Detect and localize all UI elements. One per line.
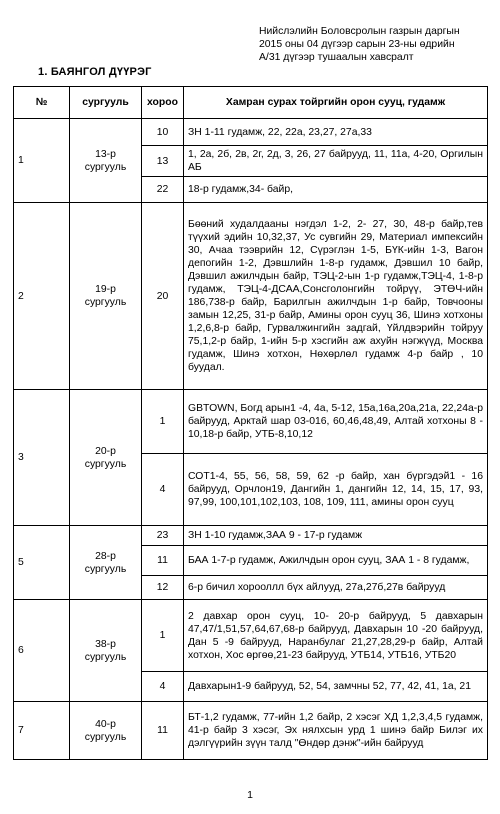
khoroo-number: 1 (142, 390, 184, 454)
school-zone-table (13, 86, 488, 760)
address-list: 6-р бичил хорооллл бүх айлууд, 27а,27б,27в байрууд (184, 576, 488, 600)
row-number: 7 (14, 702, 70, 760)
address-list: БТ-1,2 гудамж, 77-ийн 1,2 байр, 2 хэсэг ХД 1,2,3,4,5 гудамж, 41-р байр 3 хэсэг, Эх нялхсын урд 1 шинэ байр Билэг их дэлгүүрийн зүүн талд "Өндөр дэнж"-ийн байрууд (184, 702, 488, 760)
address-list: GBTOWN, Богд арын1 -4, 4а, 5-12, 15а,16а,20а,21а, 22,24а-р байрууд, Арктай шар 03-016, 60,46,48,49, Алтай хотхоны 8 - 10,18-р байр, УТБ-8,10,12 (184, 390, 488, 454)
district-section-title: 1. БАЯНГОЛ ДҮҮРЭГ (38, 66, 152, 78)
table-row (14, 390, 488, 454)
khoroo-number: 4 (142, 454, 184, 526)
address-list: ЗН 1-10 гудамж,ЗАА 9 - 17-р гудамж (184, 526, 488, 546)
address-list: Давхарын1-9 байрууд, 52, 54, замчны 52, 77, 42, 41, 1а, 21 (184, 672, 488, 702)
table-row (14, 203, 488, 390)
school-name: 13-р сургууль (70, 119, 142, 203)
column-header-number: № (14, 87, 70, 119)
school-name: 28-р сургууль (70, 526, 142, 600)
khoroo-number: 20 (142, 203, 184, 390)
header-note-line-3: А/31 дүгээр тушаалын хавсралт (259, 52, 414, 63)
address-list: 1, 2а, 2б, 2в, 2г, 2д, 3, 26, 27 байрууд, 11, 11а, 4-20, Оргилын АБ (184, 146, 488, 177)
row-number: 2 (14, 203, 70, 390)
khoroo-number: 10 (142, 119, 184, 146)
column-header-school: сургууль (70, 87, 142, 119)
table-header-row (14, 87, 488, 119)
khoroo-number: 12 (142, 576, 184, 600)
khoroo-number: 1 (142, 600, 184, 672)
khoroo-number: 11 (142, 546, 184, 576)
table-row (14, 600, 488, 672)
khoroo-number: 22 (142, 177, 184, 203)
address-list: 18-р гудамж,34- байр, (184, 177, 488, 203)
page-number: 1 (247, 789, 253, 801)
row-number: 5 (14, 526, 70, 600)
table-row (14, 702, 488, 760)
school-name: 20-р сургууль (70, 390, 142, 526)
address-list: БАА 1-7-р гудамж, Ажилчдын орон сууц, ЗАА 1 - 8 гудамж, (184, 546, 488, 576)
column-header-addresses: Хамран сурах тойргийн орон сууц, гудамж (184, 87, 488, 119)
row-number: 3 (14, 390, 70, 526)
header-note-line-1: Нийслэлийн Боловсролын газрын даргын (259, 26, 460, 37)
khoroo-number: 4 (142, 672, 184, 702)
address-list: ЗН 1-11 гудамж, 22, 22а, 23,27, 27а,33 (184, 119, 488, 146)
school-name: 38-р сургууль (70, 600, 142, 702)
khoroo-number: 23 (142, 526, 184, 546)
column-header-khoroo: хороо (142, 87, 184, 119)
address-list: СОТ1-4, 55, 56, 58, 59, 62 -р байр, хан бүргэдэй1 - 16 байрууд, Орчлон19, Дангийн 1, дангийн 12, 14, 15, 17, 93, 97,99, 100,101,102,103, 108, 109, 111, амины орон сууц (184, 454, 488, 526)
school-name: 40-р сургууль (70, 702, 142, 760)
address-list: 2 давхар орон сууц, 10- 20-р байрууд, 5 давхарын 47,47/1,51,57,64,67,68-р байрууд, Давхарын 10 -20 байрууд, Дан 5 -9 байрууд, Наранбулаг 21,27,28,29-р байр, Алтай хотхон, Хос өргөө,21-23 байрууд, УТБ14, УТБ16, УТБ20 (184, 600, 488, 672)
attachment-header-note (259, 25, 495, 64)
row-number: 1 (14, 119, 70, 203)
table-row (14, 119, 488, 146)
khoroo-number: 11 (142, 702, 184, 760)
school-name: 19-р сургууль (70, 203, 142, 390)
row-number: 6 (14, 600, 70, 702)
header-note-line-2: 2015 оны 04 дүгээр сарын 23-ны өдрийн (259, 39, 455, 50)
khoroo-number: 13 (142, 146, 184, 177)
table-row (14, 526, 488, 546)
address-list: Бөөний худалдааны нэгдэл 1-2, 2- 27, 30, 48-р байр,тев түүхий эдийн 10,32,37, Ус сувгийн 29, Материал импексийн 30, Ачаа тээврийн 12, Сүрэглэн 1-5, БҮК-ийн 1-3, Вагон депогийн 1-2, Дэвшлийн 1-8-р гудамж, Дэвшил 10 байр, Дэвшил ажилчдын байр, ТЭЦ-2-ын 1-р гудамж,ТЭЦ-4, 1-8-р гудамж, ТЭЦ-4-ДСАА,Сонсголонгийн тойрүү, ЭТӨЧ-ийн 186,738-р байр, Барилгын ажилчдын 1-р байр, Товчооны замын 12,25, 31-р байр, Амины орон сууц 36, Шинэ хотхоны 1,2,6,8-р байр, Гурвалжингийн задгай, Үйлдвэрийн тойруу 75,1,2-р байр, 1-ийн 5-р хэсгийн аж ахуйн нэгжүүд, Москва гудамж, Шинэ хотхон, Нөхөрлөл гудамж 4-р байр , 10 буудал. (184, 203, 488, 390)
